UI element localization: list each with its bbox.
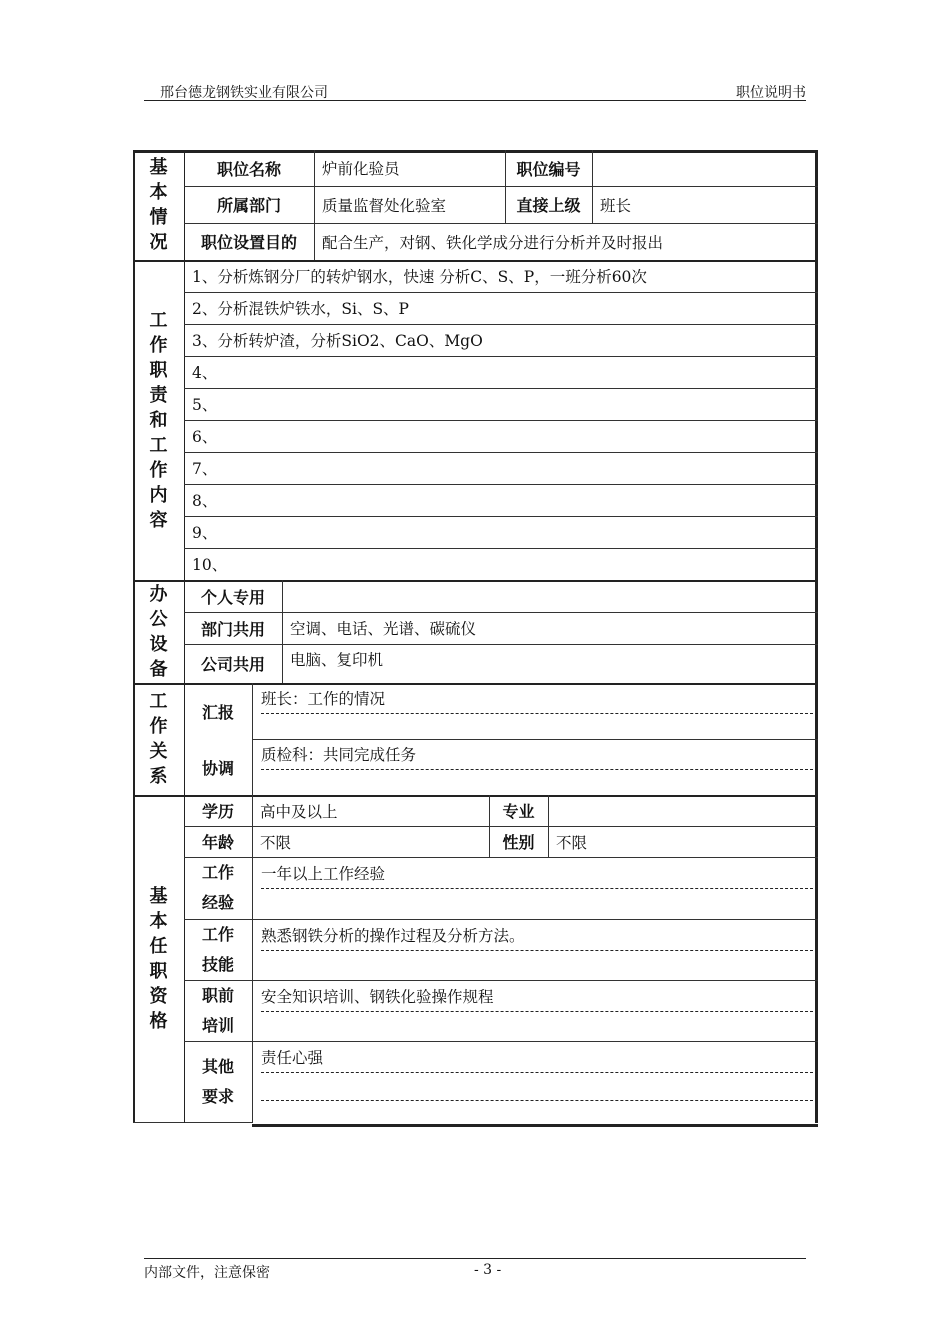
report-label: 汇报 (201, 702, 234, 722)
education-value: 高中及以上 (260, 802, 338, 821)
duty-item: 1、分析炼钢分厂的转炉钢水，快速 分析C、S、P，一班分析60次 (192, 268, 647, 286)
position-no-value (592, 150, 818, 186)
company-equipment-value: 电脑、复印机 (290, 651, 384, 669)
purpose-value: 配合生产，对钢、铁化学成分进行分析并及时报出 (322, 233, 664, 252)
header-doc-title: 职位说明书 (736, 85, 806, 101)
experience-value: 一年以上工作经验 (261, 865, 386, 883)
position-name-value: 炉前化验员 (322, 160, 400, 178)
dashed-line (261, 888, 813, 889)
purpose-label: 职位设置目的 (200, 233, 297, 252)
age-label: 年龄 (201, 833, 234, 852)
section-label-equipment: 办公设备 (149, 583, 168, 680)
gender-value: 不限 (556, 833, 588, 852)
row-rule (184, 919, 818, 920)
section-label-duties: 工作职责和工作内容 (149, 309, 168, 531)
coord-value: 质检科：共同完成任务 (261, 746, 417, 764)
dept-equipment-value: 空调、电话、光谱、碳硫仪 (290, 620, 477, 638)
row-rule (184, 1041, 818, 1042)
training-label: 职前培训 (201, 985, 234, 1035)
department-label: 所属部门 (216, 196, 281, 215)
dashed-line (261, 769, 813, 770)
duty-item: 3、分析转炉渣，分析SiO2、CaO、MgO (192, 332, 483, 350)
other-label: 其他要求 (201, 1057, 234, 1106)
experience-label: 工作经验 (201, 863, 234, 912)
job-description-form (133, 150, 818, 1123)
section-label-qualifications: 基本任职资格 (149, 886, 168, 1032)
duty-item: 8、 (192, 492, 218, 510)
age-value: 不限 (260, 833, 292, 852)
department-value: 质量监督处化验室 (322, 196, 447, 215)
duty-item: 2、分析混铁炉铁水，Si、S、P (192, 300, 409, 318)
personal-equipment-value (282, 580, 818, 612)
duty-item: 9、 (192, 524, 218, 542)
dashed-line (261, 713, 813, 714)
row-rule (184, 857, 818, 858)
education-label: 学历 (201, 802, 234, 821)
row-rule (252, 739, 818, 740)
footer-rule (144, 1258, 806, 1259)
dashed-line (261, 1011, 813, 1012)
training-value: 安全知识培训、钢铁化验操作规程 (261, 988, 494, 1006)
major-label: 专业 (502, 802, 535, 821)
bottom-rule-right (252, 1124, 818, 1127)
gender-label: 性别 (502, 833, 535, 852)
section-label-basic: 基本情况 (149, 157, 168, 253)
dashed-line (261, 950, 813, 951)
duty-item: 5、 (192, 396, 218, 414)
dashed-line (261, 1072, 813, 1073)
position-no-label: 职位编号 (516, 159, 581, 179)
header-company: 邢台德龙钢铁实业有限公司 (160, 85, 328, 101)
dept-equipment-label: 部门共用 (200, 619, 265, 639)
footer-confidential-note: 内部文件，注意保密 (144, 1265, 270, 1281)
position-name-label: 职位名称 (216, 159, 281, 179)
row-rule (184, 980, 818, 981)
duty-item: 10、 (192, 556, 228, 574)
skills-value: 熟悉钢铁分析的操作过程及分析方法。 (261, 927, 525, 945)
section-label-relations: 工作关系 (149, 691, 168, 787)
duty-item: 4、 (192, 364, 218, 382)
superior-value: 班长 (600, 196, 632, 215)
coord-label: 协调 (201, 758, 234, 778)
duty-item: 6、 (192, 428, 218, 446)
major-value (548, 795, 818, 826)
page-number: - 3 - (474, 1262, 502, 1278)
other-value: 责任心强 (261, 1049, 324, 1067)
superior-label: 直接上级 (516, 196, 581, 215)
dashed-line (261, 1100, 813, 1101)
duty-item: 7、 (192, 460, 218, 478)
skills-label: 工作技能 (201, 924, 234, 974)
col-rule (252, 683, 253, 1123)
header-rule (144, 100, 806, 101)
company-equipment-label: 公司共用 (200, 655, 265, 674)
report-value: 班长：工作的情况 (261, 690, 386, 708)
personal-equipment-label: 个人专用 (200, 587, 265, 607)
